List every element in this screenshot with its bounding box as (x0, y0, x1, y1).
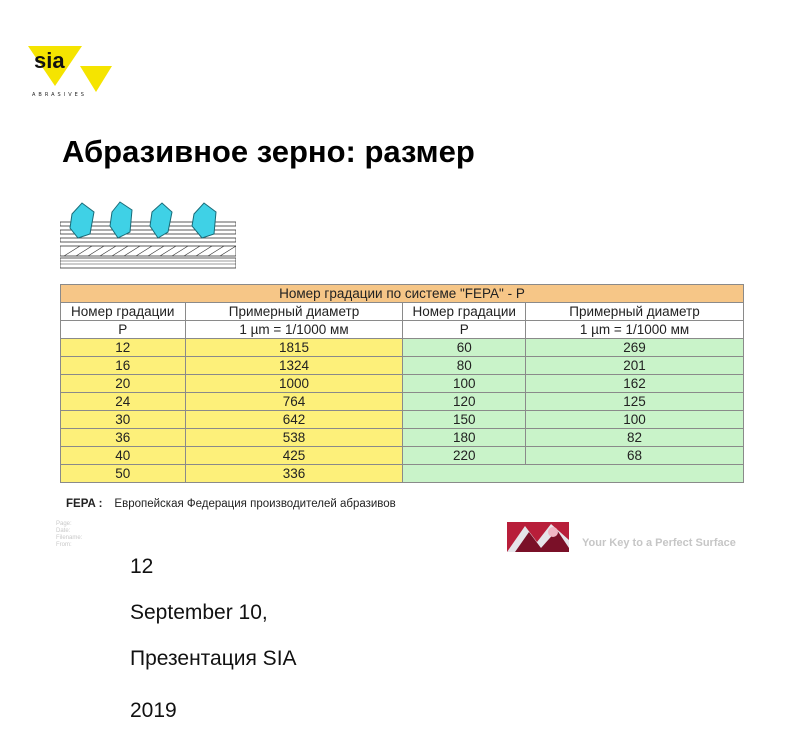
table-cell: 425 (185, 447, 403, 465)
table-cell: 162 (526, 375, 744, 393)
grain-crystal (70, 203, 94, 238)
footnote-abbr: FEPA : (66, 498, 103, 510)
grain-crystal (110, 202, 132, 238)
table-cell: 150 (403, 411, 526, 429)
footer-presentation: Презентация SIA (130, 647, 297, 670)
abrasive-grain-illustration (60, 200, 236, 272)
slide-title: Абразивное зерно: размер (62, 134, 475, 169)
unit-cell: 1 µm = 1/1000 мм (526, 321, 744, 339)
unit-cell: P (403, 321, 526, 339)
column-header: Номер градации (403, 303, 526, 321)
table-cell: 764 (185, 393, 403, 411)
fepa-footnote (66, 498, 396, 510)
table-cell: 68 (526, 447, 744, 465)
table-cell: 538 (185, 429, 403, 447)
sia-product-image (507, 522, 569, 552)
table-cell: 16 (61, 357, 186, 375)
logo-subtext: ABRASIVES (32, 92, 87, 98)
table-cell: 120 (403, 393, 526, 411)
meta-label: Date: (56, 528, 71, 534)
table-cell: 269 (526, 339, 744, 357)
table-cell: 24 (61, 393, 186, 411)
table-cell: 40 (61, 447, 186, 465)
table-cell-empty (403, 465, 744, 483)
table-cell: 82 (526, 429, 744, 447)
unit-cell: P (61, 321, 186, 339)
table-cell: 20 (61, 375, 186, 393)
footer-tagline: Your Key to a Perfect Surface (582, 537, 736, 549)
table-cell: 100 (403, 375, 526, 393)
grain-crystal (150, 203, 172, 238)
footer-year: 2019 (130, 699, 177, 722)
unit-cell: 1 µm = 1/1000 мм (185, 321, 403, 339)
column-header: Номер градации (61, 303, 186, 321)
table-row (61, 429, 744, 447)
table-cell: 1000 (185, 375, 403, 393)
footer-date: September 10, (130, 601, 268, 624)
meta-label: Page: (56, 521, 72, 527)
table-cell: 12 (61, 339, 186, 357)
footnote-text: Европейская Федерация производителей абразивов (114, 498, 396, 510)
page-number: 12 (130, 555, 154, 578)
fepa-grit-table (60, 284, 744, 483)
table-row (61, 375, 744, 393)
table-cell: 220 (403, 447, 526, 465)
table-cell: 336 (185, 465, 403, 483)
table-cell: 30 (61, 411, 186, 429)
table-row (61, 357, 744, 375)
table-cell: 125 (526, 393, 744, 411)
table-cell: 180 (403, 429, 526, 447)
table-row (61, 393, 744, 411)
grain-crystal (192, 203, 216, 238)
column-header: Примерный диаметр (185, 303, 403, 321)
table-cell: 1815 (185, 339, 403, 357)
logo-text: sia (34, 48, 65, 73)
table-row (61, 411, 744, 429)
table-cell: 100 (526, 411, 744, 429)
table-cell: 36 (61, 429, 186, 447)
table-row (61, 465, 744, 483)
table-cell: 642 (185, 411, 403, 429)
table-row (61, 339, 744, 357)
table-title: Номер градации по системе "FEPA" - P (61, 285, 744, 303)
table-row (61, 447, 744, 465)
table-cell: 80 (403, 357, 526, 375)
meta-label: Filename: (56, 535, 83, 541)
table-cell: 50 (61, 465, 186, 483)
footer-page-date (130, 522, 297, 738)
meta-label: From: (56, 542, 72, 548)
table-cell: 1324 (185, 357, 403, 375)
table-cell: 201 (526, 357, 744, 375)
meta-labels (56, 521, 82, 549)
column-header: Примерный диаметр (526, 303, 744, 321)
table-cell: 60 (403, 339, 526, 357)
